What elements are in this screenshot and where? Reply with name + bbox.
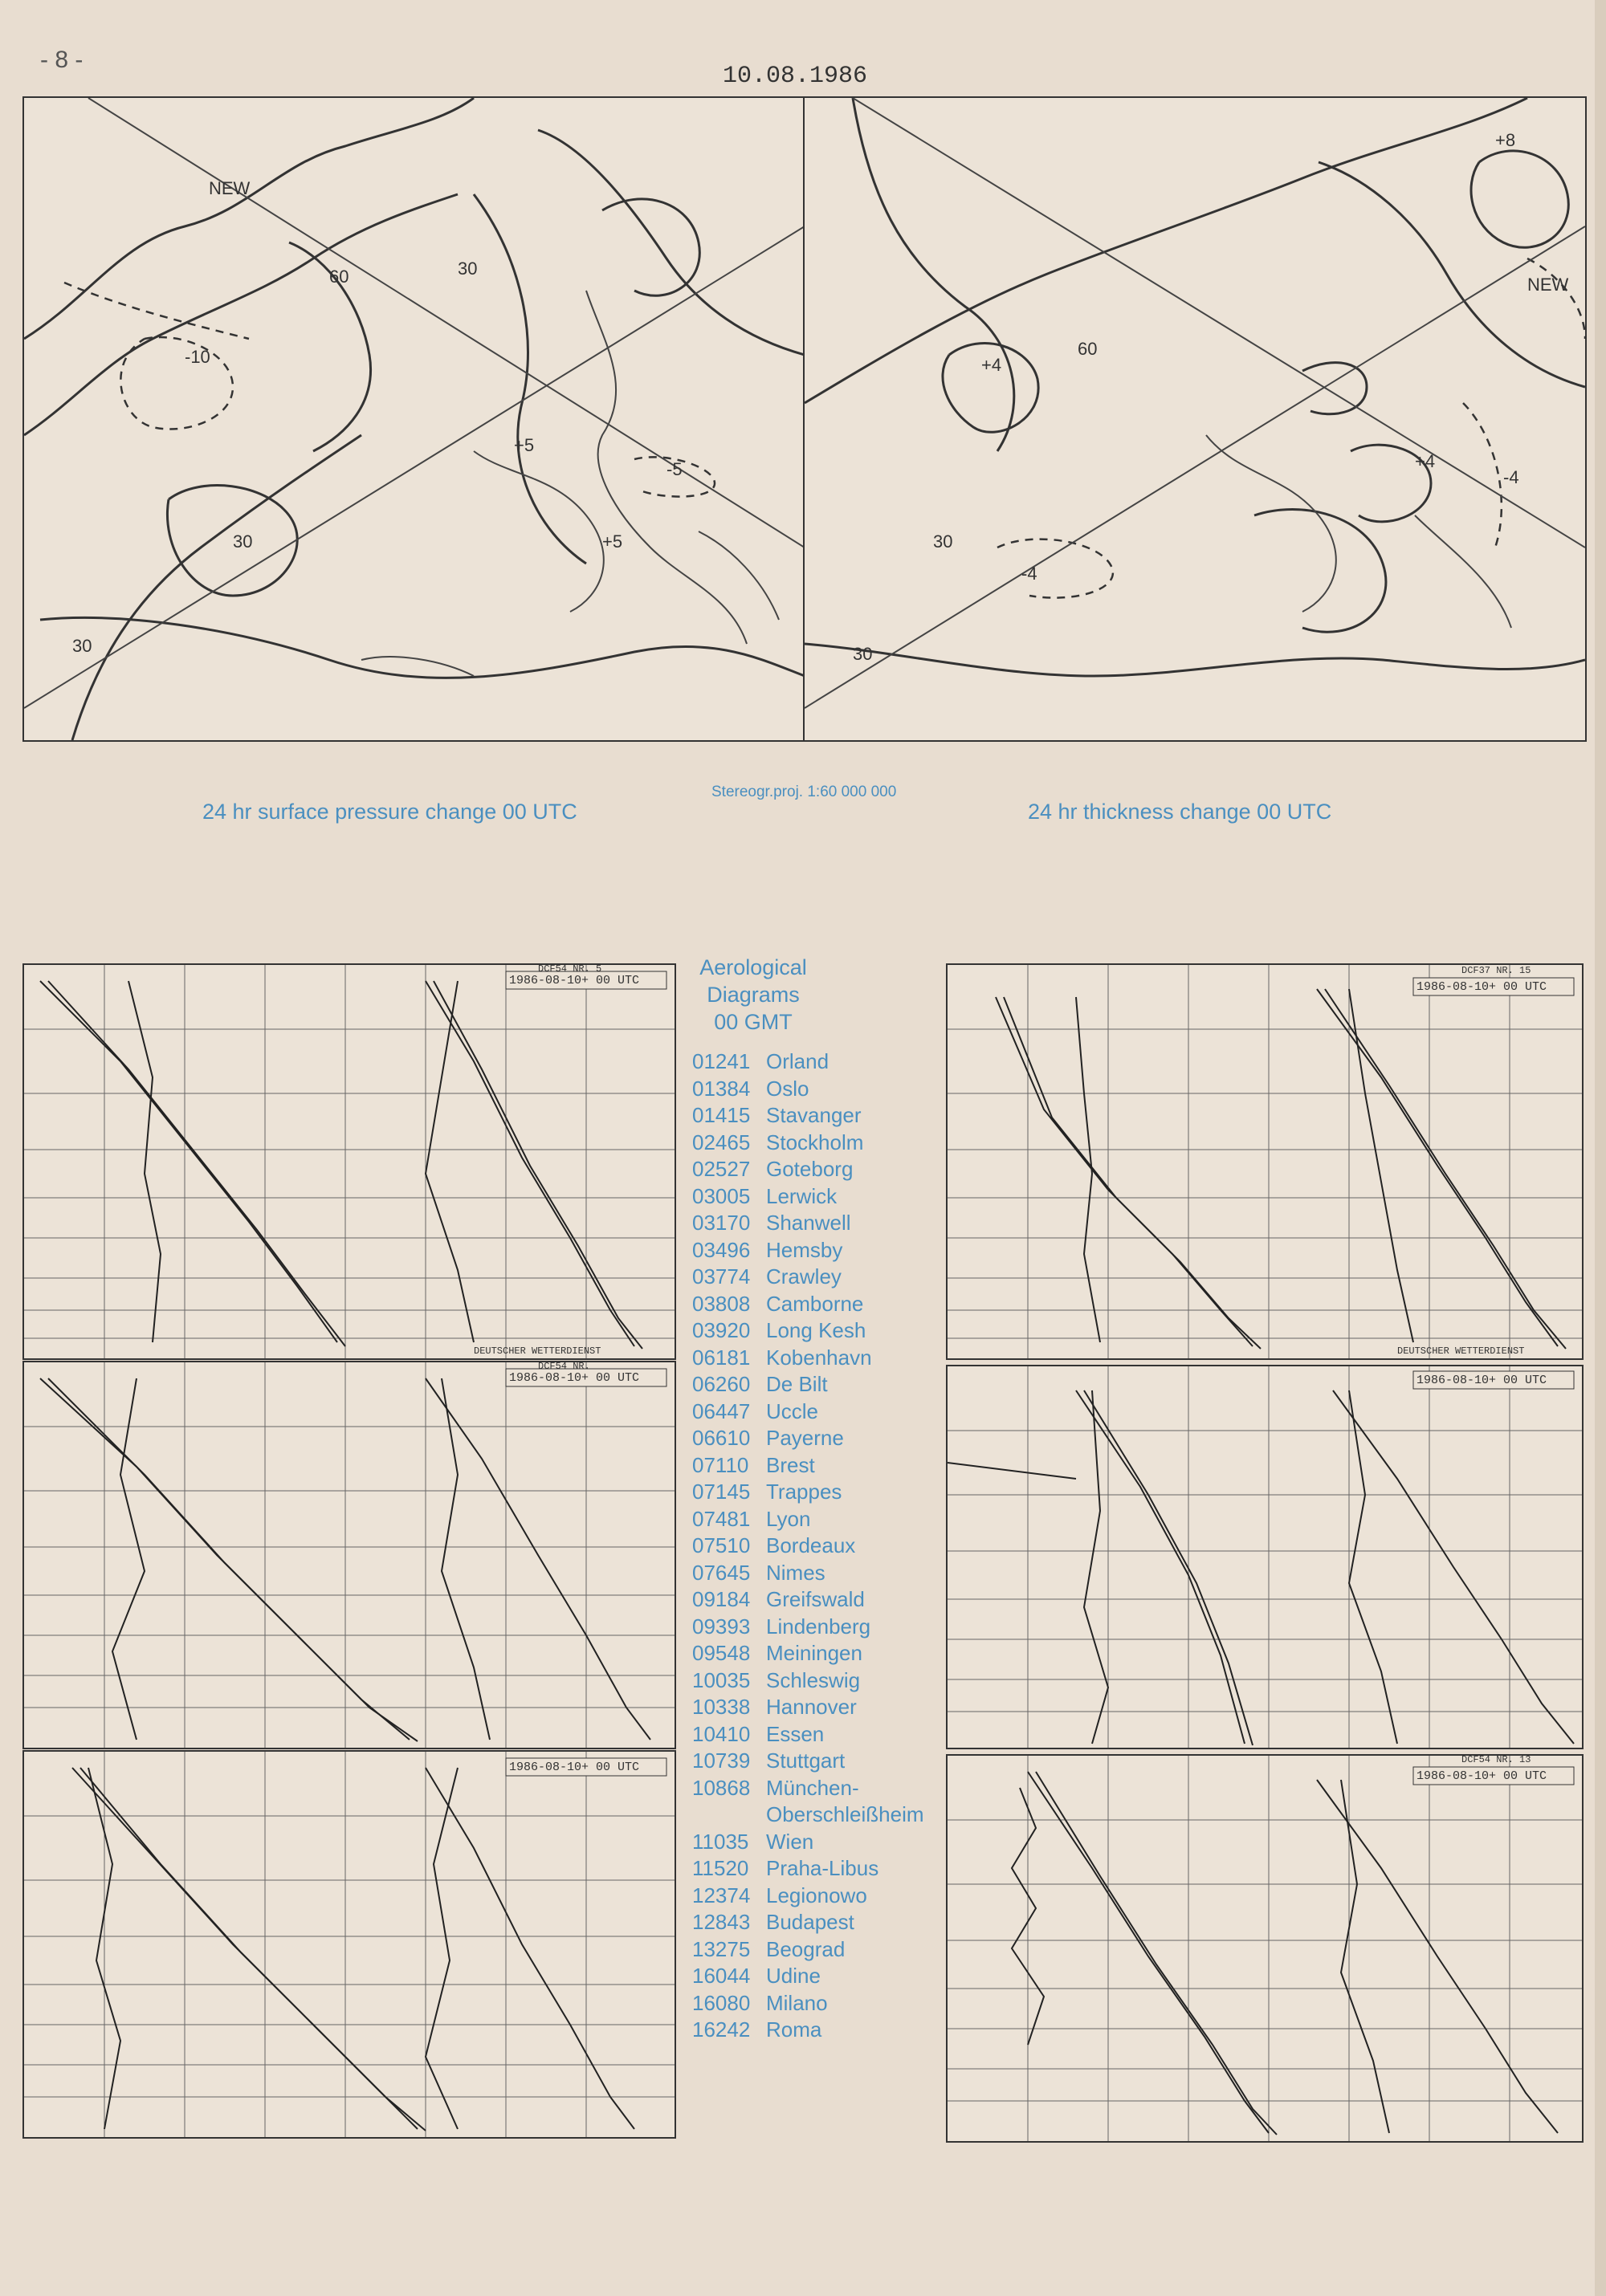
station-name: München- (766, 1775, 859, 1800)
station-name: Bordeaux (766, 1533, 856, 1557)
aerological-diagram-middle-right (946, 1365, 1584, 1749)
station-name: Milano (766, 1990, 828, 2015)
station-row (692, 1640, 924, 1667)
station-code: 09548 (692, 1641, 751, 1665)
svg-text:NEW: NEW (1527, 275, 1569, 295)
station-code: 10035 (692, 1667, 751, 1692)
left-map-caption: 24 hr surface pressure change 00 UTC (202, 800, 577, 824)
station-code: 06181 (692, 1345, 751, 1370)
station-row (692, 1452, 924, 1480)
svg-text:30: 30 (458, 259, 478, 279)
station-list (692, 1048, 924, 2044)
station-row (692, 1398, 924, 1426)
station-code: 16080 (692, 1990, 751, 2015)
station-code: 16242 (692, 2017, 751, 2042)
station-code: 10410 (692, 1721, 751, 1746)
svg-text:NEW: NEW (209, 178, 251, 198)
station-code: 03920 (692, 1318, 751, 1342)
station-row (692, 1130, 924, 1157)
station-row (692, 1990, 924, 2017)
svg-text:-5: -5 (666, 459, 683, 479)
station-row (692, 1156, 924, 1183)
page-date: 10.08.1986 (723, 63, 868, 90)
station-row (692, 1291, 924, 1318)
station-name: Lerwick (766, 1183, 838, 1208)
station-row (692, 1183, 924, 1211)
station-row (692, 1076, 924, 1103)
station-name: Wien (766, 1829, 814, 1854)
svg-text:-4: -4 (1021, 564, 1037, 584)
svg-text:+4: +4 (1415, 451, 1436, 471)
station-name: Crawley (766, 1264, 842, 1288)
thickness-map-drawing (805, 98, 1585, 740)
legend-title-line2: Diagrams (707, 983, 800, 1007)
station-name: Greifswald (766, 1587, 865, 1611)
station-name: Hannover (766, 1695, 857, 1719)
station-row (692, 1425, 924, 1452)
page-number: - 8 - (40, 47, 84, 73)
station-code: 02527 (692, 1157, 751, 1181)
station-code: 10739 (692, 1748, 751, 1773)
station-code: 11035 (692, 1829, 749, 1854)
station-name: Oberschleißheim (766, 1802, 924, 1826)
station-name: Schleswig (766, 1667, 861, 1692)
diagram-tag: DCF54 NR. 13 (1461, 1754, 1531, 1765)
diagram-tag: DCF54 NR. (538, 1361, 590, 1372)
aerological-diagram-middle-left (22, 1361, 676, 1749)
svg-text:+5: +5 (514, 435, 535, 455)
svg-text:-10: -10 (185, 347, 210, 367)
station-code: 02465 (692, 1130, 751, 1154)
station-code: 12843 (692, 1910, 751, 1934)
station-name: Payerne (766, 1426, 844, 1450)
station-row (692, 1264, 924, 1291)
station-name: Nimes (766, 1560, 825, 1585)
station-row (692, 2017, 924, 2044)
svg-text:30: 30 (853, 644, 873, 664)
diagram-footer: DEUTSCHER WETTERDIENST (1397, 1345, 1525, 1357)
station-code: 06447 (692, 1398, 751, 1423)
station-name: Hemsby (766, 1237, 843, 1262)
diagram-grid-ml (24, 1362, 675, 1748)
station-row (692, 1694, 924, 1721)
station-name: Lyon (766, 1506, 811, 1531)
station-row (692, 1345, 924, 1372)
svg-text:+4: +4 (981, 355, 1002, 375)
station-code: 06260 (692, 1372, 751, 1396)
station-row (692, 1237, 924, 1264)
svg-text:+5: +5 (602, 531, 623, 552)
station-row (692, 1883, 924, 1910)
diagram-tag: DCF54 NR. 5 (538, 963, 602, 975)
diagram-date-stamp: 1986-08-10+ 00 UTC (509, 1371, 640, 1385)
surface-pressure-map-drawing (24, 98, 805, 740)
station-row (692, 1586, 924, 1614)
station-name: Udine (766, 1964, 821, 1988)
station-name: Lindenberg (766, 1614, 871, 1639)
station-row (692, 1721, 924, 1748)
station-code: 01384 (692, 1076, 751, 1101)
station-row (692, 1371, 924, 1398)
station-code: 10338 (692, 1695, 751, 1719)
aerological-diagram-bottom-right (946, 1754, 1584, 2143)
svg-text:30: 30 (72, 636, 92, 656)
station-code: 01241 (692, 1049, 751, 1073)
station-code: 03808 (692, 1291, 751, 1316)
svg-text:-4: -4 (1503, 467, 1519, 487)
diagram-footer: DEUTSCHER WETTERDIENST (474, 1345, 601, 1357)
right-map-caption: 24 hr thickness change 00 UTC (1028, 800, 1332, 824)
station-name: Praha-Libus (766, 1856, 879, 1880)
diagram-tag: DCF37 NR. 15 (1461, 965, 1531, 976)
station-row (692, 1936, 924, 1964)
station-code: 07510 (692, 1533, 751, 1557)
station-name: De Bilt (766, 1372, 828, 1396)
station-name: Uccle (766, 1398, 819, 1423)
station-code: 10868 (692, 1775, 751, 1800)
station-name: Shanwell (766, 1211, 851, 1235)
station-code: 01415 (692, 1103, 751, 1127)
station-row (692, 1748, 924, 1775)
diagram-grid-tl (24, 965, 675, 1358)
station-row (692, 1506, 924, 1533)
station-name: Oslo (766, 1076, 809, 1101)
station-row (692, 1909, 924, 1936)
station-code: 16044 (692, 1964, 751, 1988)
station-row (692, 1775, 924, 1802)
station-name: Long Kesh (766, 1318, 866, 1342)
station-code: 13275 (692, 1936, 751, 1961)
station-name: Budapest (766, 1910, 854, 1934)
station-name: Camborne (766, 1291, 864, 1316)
station-row (692, 1533, 924, 1560)
legend-title (685, 954, 821, 1036)
station-code: 07481 (692, 1506, 751, 1531)
station-name: Meiningen (766, 1641, 862, 1665)
station-code: 12374 (692, 1883, 751, 1907)
svg-text:+8: +8 (1495, 130, 1516, 150)
station-code: 03496 (692, 1237, 751, 1262)
thickness-change-map (803, 96, 1587, 742)
station-name: Brest (766, 1452, 815, 1477)
station-row (692, 1048, 924, 1076)
station-row (692, 1479, 924, 1506)
station-code: 06610 (692, 1426, 751, 1450)
aerological-diagram-top-right (946, 963, 1584, 1360)
station-code: 03774 (692, 1264, 751, 1288)
station-row (692, 1855, 924, 1883)
diagram-date-stamp: 1986-08-10+ 00 UTC (1416, 980, 1547, 994)
svg-text:60: 60 (1078, 339, 1098, 359)
diagram-date-stamp: 1986-08-10+ 00 UTC (509, 1761, 640, 1774)
station-code: 03170 (692, 1211, 751, 1235)
diagram-grid-br (948, 1756, 1582, 2141)
station-code: 07645 (692, 1560, 751, 1585)
diagram-date-stamp: 1986-08-10+ 00 UTC (509, 974, 640, 987)
station-row (692, 1829, 924, 1856)
projection-note: Stereogr.proj. 1:60 000 000 (711, 784, 897, 800)
station-name: Stuttgart (766, 1748, 846, 1773)
station-code: 07145 (692, 1480, 751, 1504)
station-row (692, 1560, 924, 1587)
legend-title-line3: 00 GMT (714, 1010, 793, 1034)
station-row (692, 1614, 924, 1641)
page-edge (1595, 0, 1606, 2296)
station-code: 09184 (692, 1587, 751, 1611)
station-name: Stavanger (766, 1103, 862, 1127)
station-row (692, 1317, 924, 1345)
legend-title-line1: Aerological (699, 955, 807, 979)
aerological-diagram-top-left (22, 963, 676, 1360)
station-name: Essen (766, 1721, 825, 1746)
station-code: 03005 (692, 1183, 751, 1208)
diagram-date-stamp: 1986-08-10+ 00 UTC (1416, 1769, 1547, 1783)
station-name: Legionowo (766, 1883, 867, 1907)
station-name: Roma (766, 2017, 822, 2042)
diagram-grid-bl (24, 1752, 675, 2137)
surface-pressure-change-map (22, 96, 806, 742)
svg-text:30: 30 (933, 531, 953, 552)
station-row (692, 1963, 924, 1990)
svg-text:30: 30 (233, 531, 253, 552)
station-row (692, 1210, 924, 1237)
station-name: Orland (766, 1049, 829, 1073)
diagram-date-stamp: 1986-08-10+ 00 UTC (1416, 1374, 1547, 1387)
svg-text:60: 60 (329, 267, 349, 287)
station-code: 07110 (692, 1452, 749, 1477)
station-code: 11520 (692, 1856, 749, 1880)
station-row (692, 1667, 924, 1695)
diagram-grid-mr (948, 1366, 1582, 1748)
station-code (692, 1801, 766, 1829)
station-name: Beograd (766, 1936, 846, 1961)
station-name: Stockholm (766, 1130, 864, 1154)
station-name: Goteborg (766, 1157, 854, 1181)
diagram-grid-tr (948, 965, 1582, 1358)
aerological-diagram-bottom-left (22, 1750, 676, 2139)
station-name: Kobenhavn (766, 1345, 872, 1370)
station-name: Trappes (766, 1480, 842, 1504)
station-row (692, 1102, 924, 1130)
station-row (692, 1801, 924, 1829)
station-code: 09393 (692, 1614, 751, 1639)
